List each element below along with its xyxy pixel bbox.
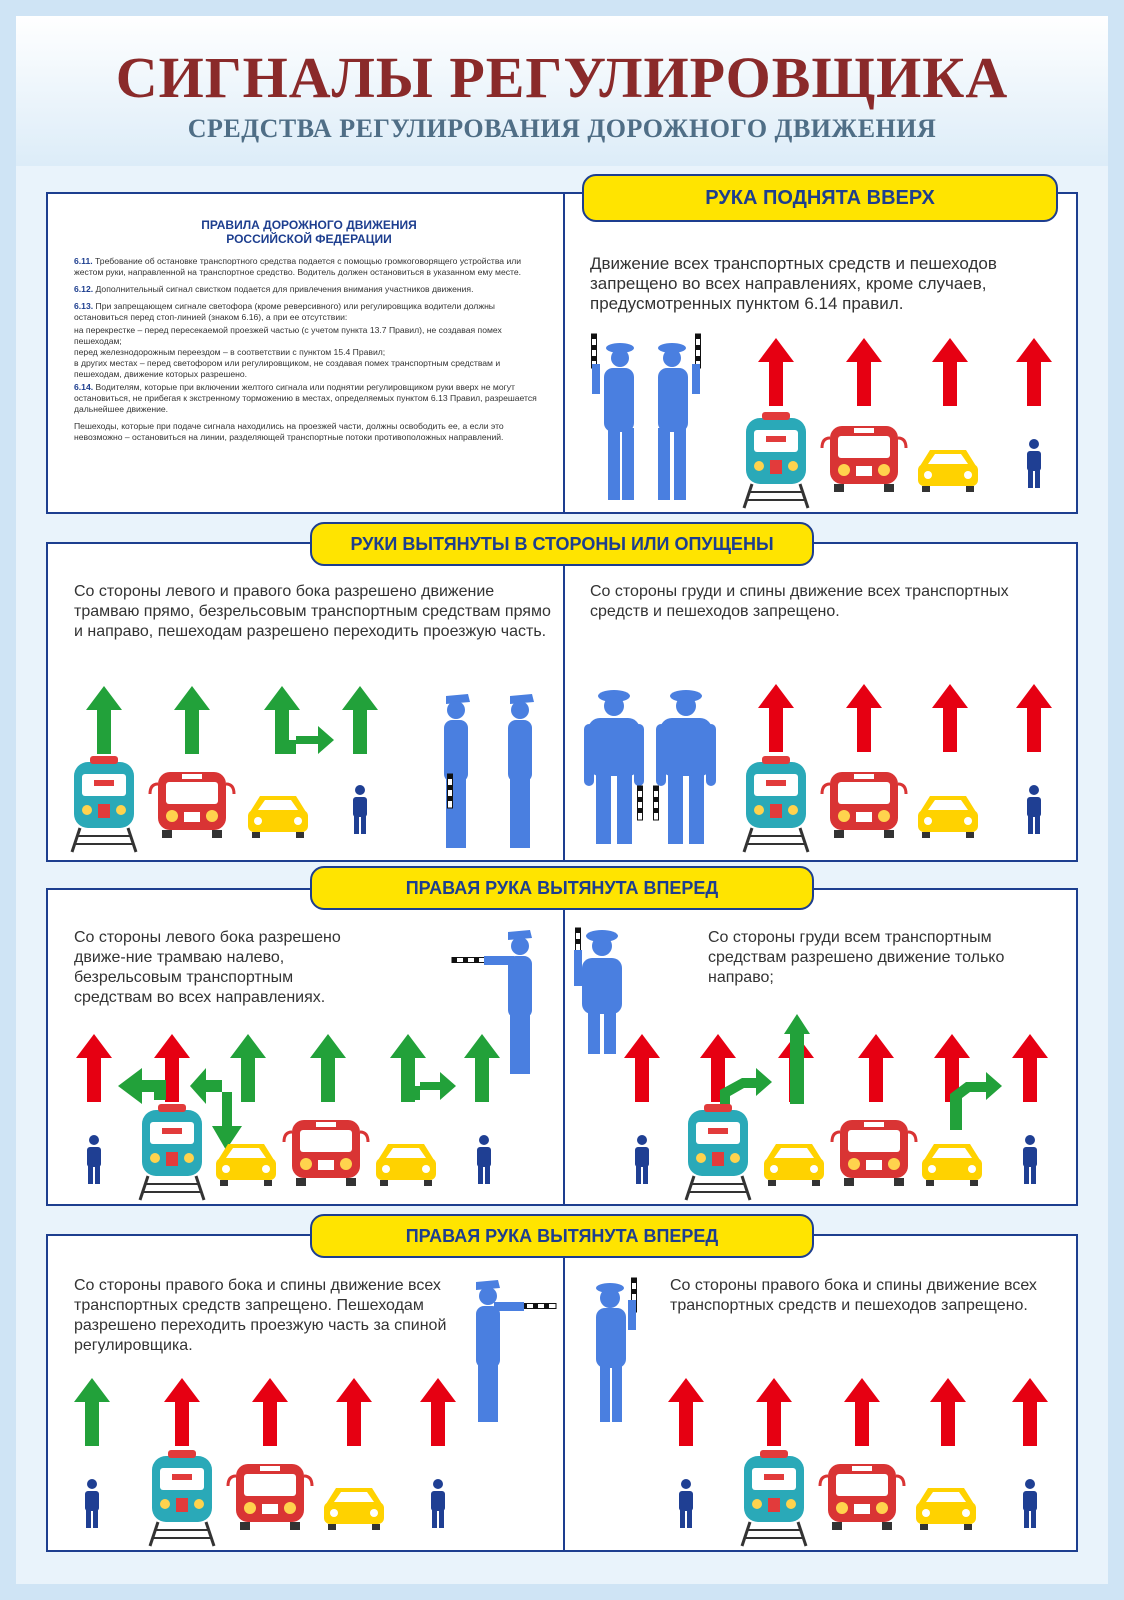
section4-left-arrows: [74, 1378, 456, 1446]
bus-icon: [228, 1464, 312, 1530]
section4-right-text: Со стороны правого бока и спины движение всех транспортных средств и пешеходов запрещено.: [670, 1277, 1037, 1314]
officer-side-2: [508, 694, 534, 848]
rule-613-b: перед железнодорожным переездом – в соответствии с пунктом 15.4 Правил;: [74, 347, 386, 357]
rules-title-line2: РОССИЙСКОЙ ФЕДЕРАЦИИ: [226, 232, 392, 246]
bus-icon: [150, 772, 234, 838]
officer-front-2: [654, 690, 717, 844]
rule-614: 6.14. Водителям, которые при включении желтого сигнала или поднятии регулировщиком руки вверх не могут остановиться, не прибегая к экстренному торможению в местах, определяемых пунктом 6.13 Правил, разрешается дальнейшее движение.: [74, 382, 537, 414]
bus-icon: [820, 1464, 904, 1530]
tram-icon: [72, 756, 136, 852]
rule-613-a: на перекрестке – перед пересекаемой проезжей частью (с учетом пункта 13.7 Правил), не создавая помех пешеходам;: [74, 325, 502, 346]
poster-subtitle: СРЕДСТВА РЕГУЛИРОВАНИЯ ДОРОЖНОГО ДВИЖЕНИЯ: [187, 114, 937, 143]
tram-icon: [744, 412, 808, 508]
rule-611: 6.11. Требование об остановке транспортного средства подается с помощью громкоговорящего устройства или жестом руки, направленной на транспортное средство. Водитель должен остановиться в указанном ему месте.: [74, 256, 522, 277]
section2-left-arrows: [86, 686, 378, 754]
officer-arm-up-2: [658, 334, 701, 500]
section4-right-arrows: [668, 1378, 1048, 1446]
pedestrian-icon: [431, 1479, 445, 1528]
officer-arm-up-1: [592, 334, 635, 500]
car-icon: [916, 1488, 976, 1530]
pedestrian-icon: [87, 1135, 101, 1184]
tram-icon: [140, 1104, 204, 1200]
banner-section1: РУКА ПОДНЯТА ВВЕРХ: [582, 174, 1058, 222]
section2-left-text: Со стороны левого и правого бока разрешено движение трамваю прямо, безрельсовым транспортным средствам прямо и направо, пешеходам разрешено переходить проезжую часть.: [74, 583, 551, 640]
pedestrian-icon: [353, 785, 367, 834]
tram-icon: [742, 1450, 806, 1546]
poster-title: СИГНАЛЫ РЕГУЛИРОВЩИКА: [115, 45, 1009, 110]
tram-icon: [686, 1104, 750, 1200]
pedestrian-icon: [679, 1479, 693, 1528]
section3-left-text: Со стороны левого бока разрешено движе-ние трамваю налево, безрельсовым транспортным средствам во всех направлениях.: [74, 929, 341, 1006]
car-icon: [918, 796, 978, 838]
car-icon: [216, 1144, 276, 1186]
pedestrian-icon: [635, 1135, 649, 1184]
pedestrian-icon: [477, 1135, 491, 1184]
rule-612: 6.12. Дополнительный сигнал свистком подается для привлечения внимания участников движения.: [74, 284, 474, 294]
section4-left-text: Со стороны правого бока и спины движение всех транспортных средств запрещено. Пешеходам разрешено переходить проезжую часть за спиной регулировщика.: [74, 1277, 447, 1354]
pedestrian-icon: [1023, 1479, 1037, 1528]
section1-arrows: [758, 338, 1052, 406]
tram-icon: [744, 756, 808, 852]
bus-icon: [822, 772, 906, 838]
bus-icon: [822, 426, 906, 492]
bus-icon: [832, 1120, 916, 1186]
officer-front-baton-up: [574, 928, 622, 1054]
section3-right-green-arrows: [720, 1014, 1002, 1130]
car-icon: [376, 1144, 436, 1186]
car-icon: [922, 1144, 982, 1186]
section2-right-arrows: [758, 684, 1052, 752]
banner-section4: ПРАВАЯ РУКА ВЫТЯНУТА ВПЕРЕД: [310, 1214, 814, 1258]
bus-icon: [284, 1120, 368, 1186]
officer-side-baton-up: [596, 1278, 637, 1422]
pedestrian-icon: [1027, 785, 1041, 834]
officer-side-1: [444, 694, 470, 848]
rules-title-line1: ПРАВИЛА ДОРОЖНОГО ДВИЖЕНИЯ: [201, 218, 417, 232]
car-icon: [918, 450, 978, 492]
car-icon: [764, 1144, 824, 1186]
rule-pedestrians: Пешеходы, которые при подаче сигнала находились на проезжей части, должны освободить ее, а если это невозможно – остановиться на линии, разделяющей транспортные потоки противоположных направлений.: [74, 421, 504, 442]
banner-section3: ПРАВАЯ РУКА ВЫТЯНУТА ВПЕРЕД: [310, 866, 814, 910]
car-icon: [324, 1488, 384, 1530]
officer-arm-forward-right: [476, 1280, 556, 1422]
car-icon: [248, 796, 308, 838]
rule-613: 6.13. При запрещающем сигнале светофора (кроме реверсивного) или регулировщика водители должны остановиться перед стоп-линией (знаком 6.16), а при ее отсутствии:: [74, 301, 495, 322]
banner-section2: РУКИ ВЫТЯНУТЫ В СТОРОНЫ ИЛИ ОПУЩЕНЫ: [310, 522, 814, 566]
rule-613-c: в других местах – перед светофором или регулировщиком, не создавая помех транспортным средствам и пешеходам, движение которых разрешено.: [74, 358, 501, 379]
section3-right-text: Со стороны груди всем транспортным средствам разрешено движение только направо;: [708, 929, 1005, 986]
section2-right-text: Со стороны груди и спины движение всех транспортных средств и пешеходов запрещено.: [590, 583, 1009, 620]
pedestrian-icon: [1023, 1135, 1037, 1184]
officer-front-1: [584, 690, 644, 844]
pedestrian-icon: [1027, 439, 1041, 488]
section1-text: Движение всех транспортных средств и пешеходов запрещено во всех направлениях, кроме случаев, предусмотренных пунктом 6.14 правил.: [590, 254, 997, 313]
tram-icon: [150, 1450, 214, 1546]
pedestrian-icon: [85, 1479, 99, 1528]
